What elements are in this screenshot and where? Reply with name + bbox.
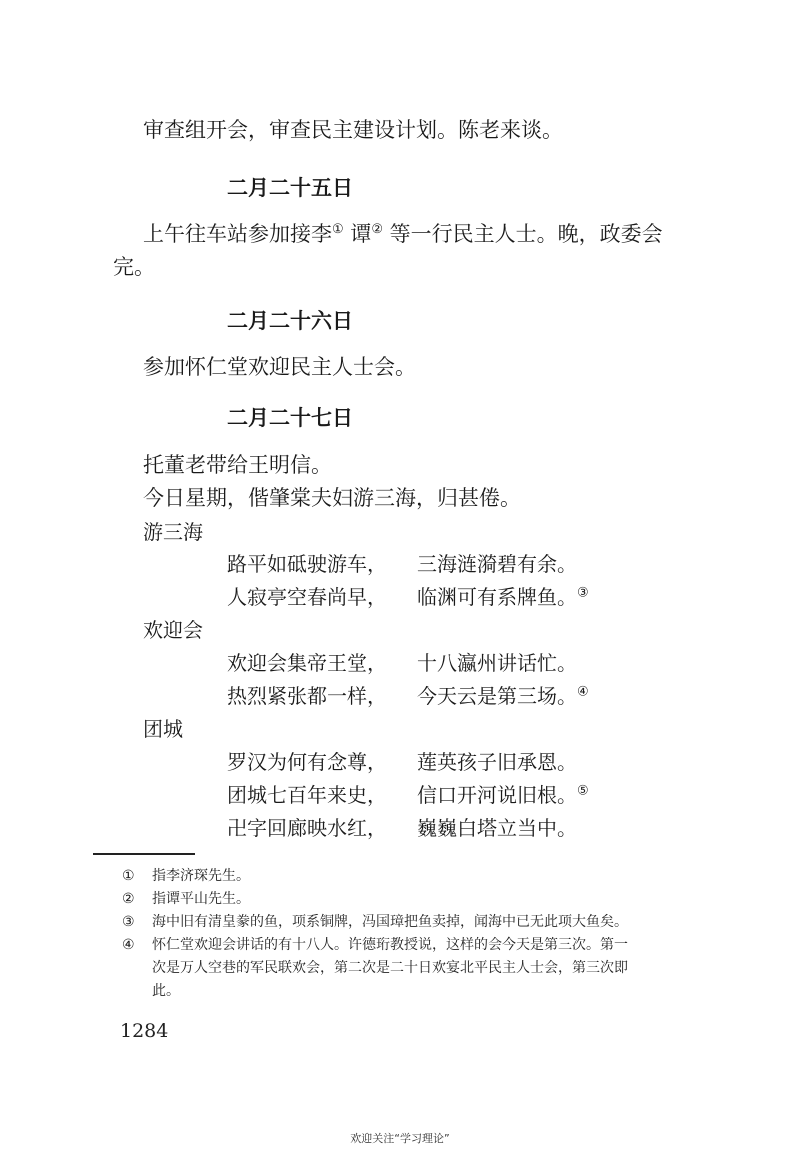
diary-line-feb25-2: 完。 bbox=[113, 255, 155, 279]
footnote-mark-1: ① bbox=[332, 222, 344, 237]
poem3-line1-a: 罗汉为何有念尊， bbox=[227, 750, 387, 774]
footnote-1 bbox=[122, 866, 250, 886]
poem2-line2-a: 热烈紧张都一样， bbox=[227, 684, 387, 708]
poem2-line2-b bbox=[417, 682, 589, 710]
poem3-line3-a: 卍字回廊映水红， bbox=[227, 816, 387, 840]
footnote-4 bbox=[122, 935, 628, 955]
footnote-2 bbox=[122, 889, 250, 909]
footnote-number: ④ bbox=[122, 937, 135, 953]
footnote-text: 指李济琛先生。 bbox=[152, 868, 250, 884]
poem1-line1-b: 三海涟漪碧有余。 bbox=[417, 552, 577, 576]
footnote-mark-3: ③ bbox=[577, 585, 589, 601]
poem-title-2: 欢迎会 bbox=[143, 618, 203, 642]
date-heading-feb-26: 二月二十六日 bbox=[227, 308, 353, 333]
poem1-line2-a: 人寂亭空春尚早， bbox=[227, 585, 387, 609]
poem2-line1-a: 欢迎会集帝王堂， bbox=[227, 651, 387, 675]
footnote-number: ③ bbox=[122, 914, 135, 930]
diary-line-intro: 审查组开会，审查民主建设计划。陈老来谈。 bbox=[143, 118, 563, 142]
footnote-4-continued: 次是万人空巷的军民联欢会，第二次是二十日欢宴北平民主人士会，第三次即 bbox=[152, 960, 628, 976]
footnote-text: 海中旧有清皇豢的鱼，项系铜牌，冯国璋把鱼卖掉，闻海中已无此项大鱼矣。 bbox=[152, 914, 628, 930]
text-segment: 上午往车站参加接李 bbox=[143, 222, 332, 246]
footnote-text: 指谭平山先生。 bbox=[152, 891, 250, 907]
footnote-text: 怀仁堂欢迎会讲话的有十八人。许德珩教授说，这样的会今天是第三次。第一 bbox=[152, 937, 628, 953]
diary-line-feb27-1: 托董老带给王明信。 bbox=[143, 453, 332, 477]
footnote-mark-5: ⑤ bbox=[577, 783, 589, 799]
footnote-mark-2: ② bbox=[371, 222, 383, 237]
poem3-line2-b bbox=[417, 781, 589, 809]
poem1-line1-a: 路平如砥驶游车， bbox=[227, 552, 387, 576]
footer-caption: 欢迎关注“学习理论” bbox=[350, 1132, 450, 1145]
date-heading-feb-25: 二月二十五日 bbox=[227, 175, 353, 200]
footnote-4-end: 此。 bbox=[152, 983, 180, 999]
footnote-3 bbox=[122, 912, 628, 932]
page-number: 1284 bbox=[120, 1020, 169, 1042]
poem3-line2-a: 团城七百年来史， bbox=[227, 783, 387, 807]
poem1-line2-b bbox=[417, 583, 589, 611]
text-segment: 等一行民主人士。晚，政委会 bbox=[383, 222, 663, 246]
poem-title-3: 团城 bbox=[143, 717, 183, 741]
diary-line-feb25-1 bbox=[143, 220, 663, 248]
poem3-line3-b: 巍巍白塔立当中。 bbox=[417, 816, 577, 840]
footnote-number: ② bbox=[122, 891, 135, 907]
footnote-divider bbox=[93, 853, 195, 855]
footnote-number: ① bbox=[122, 868, 135, 884]
text-segment: 谭 bbox=[343, 222, 372, 246]
poem3-line1-b: 莲英孩子旧承恩。 bbox=[417, 750, 577, 774]
diary-line-feb26-1: 参加怀仁堂欢迎民主人士会。 bbox=[143, 355, 416, 379]
diary-line-feb27-2: 今日星期，偕肇棠夫妇游三海，归甚倦。 bbox=[143, 486, 521, 510]
verse-text: 信口开河说旧根。 bbox=[417, 783, 577, 807]
poem2-line1-b: 十八瀛州讲话忙。 bbox=[417, 651, 577, 675]
date-heading-feb-27: 二月二十七日 bbox=[227, 405, 353, 430]
poem-title-1: 游三海 bbox=[143, 520, 203, 544]
verse-text: 今天云是第三场。 bbox=[417, 684, 577, 708]
verse-text: 临渊可有系牌鱼。 bbox=[417, 585, 577, 609]
footnote-mark-4: ④ bbox=[577, 684, 589, 700]
